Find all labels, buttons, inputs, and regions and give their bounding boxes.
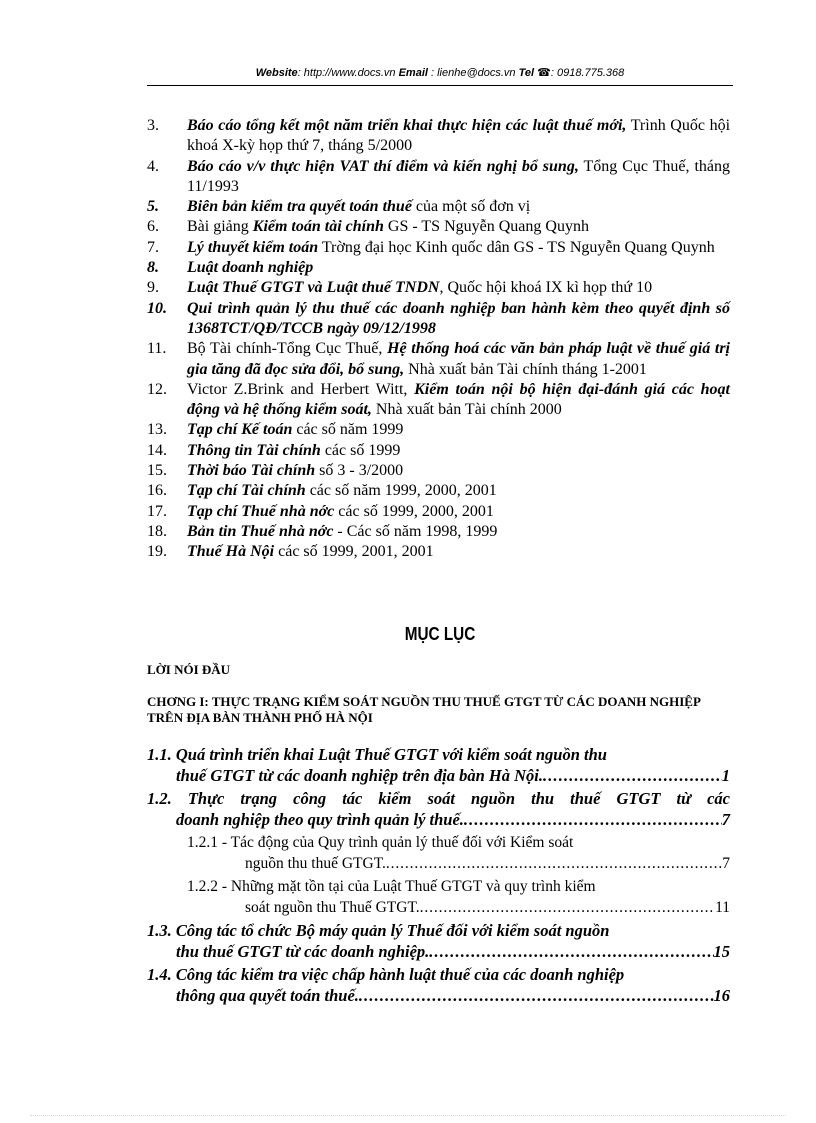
- toc-entry-1-2-1[interactable]: 1.2.1 - Tác động của Quy trình quản lý thuế đối với Kiểm soát nguồn thu thuế GTGT. . . . 7: [187, 832, 730, 874]
- tel-label: Tel: [518, 67, 535, 79]
- toc-entry-1-1[interactable]: 1.1. Quá trình triển khai Luật Thuế GTGT với kiểm soát nguồn thu thuế GTGT từ các doanh nghiệp trên địa bàn Hà Nội. . . . 1: [147, 744, 730, 786]
- email-label: Email: [398, 67, 428, 79]
- reference-item: 5. Biên bản kiểm tra quyết toán thuế của một số đơn vị: [147, 198, 531, 216]
- reference-item: 8. Luật doanh nghiệp: [147, 259, 314, 277]
- reference-item: 11. Bộ Tài chính-Tổng Cục Thuế, Hệ thống hoá các văn bản pháp luật về thuế giá trị gia tăng đã đọc sửa đổi, bổ sung, Nhà xuất bản Tài chính tháng 1-2001: [147, 340, 730, 378]
- website-value: : http://www.docs.vn: [297, 67, 396, 79]
- toc-title: MỤC LỤC: [404, 624, 476, 644]
- reference-item: 3. Báo cáo tổng kết một năm triển khai thực hiện các luật thuế mới, Trình Quốc hội khoá X-kỳ họp thứ 7, tháng 5/2000: [147, 117, 731, 155]
- reference-item: 10. Qui trình quản lý thu thuế các doanh nghiệp ban hành kèm theo quyết định số 1368TCT/QĐ/TCCB ngày 09/12/1998: [147, 299, 730, 337]
- reference-item: 14. Thông tin Tài chính các số 1999: [147, 441, 401, 459]
- preface-heading: LỜI NÓI ĐẦU: [147, 662, 231, 677]
- reference-item: 19. Thuế Hà Nội các số 1999, 2001, 2001: [147, 543, 434, 561]
- reference-item: 15. Thời báo Tài chính số 3 - 3/2000: [147, 462, 404, 480]
- page-header: [147, 66, 733, 79]
- reference-item: 4. Báo cáo v/v thực hiện VAT thí điểm và kiến nghị bổ sung, Tổng Cục Thuế, tháng 11/1993: [147, 157, 731, 195]
- website-label: Website: [255, 67, 298, 79]
- toc-entry-1-2-2[interactable]: 1.2.2 - Những mặt tồn tại của Luật Thuế GTGT và quy trình kiểm soát nguồn thu Thuế GTGT. . . . 11: [187, 876, 730, 918]
- reference-item: 7. Lý thuyết kiểm toán Trờng đại học Kinh quốc dân GS - TS Nguyễn Quang Quynh: [147, 238, 715, 256]
- chapter-heading: CHƠNG I: THỰC TRẠNG KIỂM SOÁT NGUỒN THU THUẾ GTGT TỪ CÁC DOANH NGHIỆP TRÊN ĐỊA BÀN THÀNH PHỐ HÀ NỘI: [147, 694, 701, 725]
- tel-value: : 0918.775.368: [550, 67, 625, 79]
- reference-list: [147, 116, 730, 563]
- reference-item: 18. Bản tin Thuế nhà nớc - Các số năm 1998, 1999: [147, 522, 498, 540]
- header-divider: [147, 85, 733, 86]
- toc-entry-1-4[interactable]: 1.4. Công tác kiểm tra việc chấp hành luật thuế của các doanh nghiệp thông qua quyết toán thuế. . . . 16: [147, 964, 730, 1006]
- reference-item: 12. Victor Z.Brink and Herbert Witt, Kiểm toán nội bộ hiện đại-đánh giá các hoạt động và hệ thống kiểm soát, Nhà xuất bản Tài chính 2000: [147, 380, 730, 419]
- reference-item: 17. Tạp chí Thuế nhà nớc các số 1999, 2000, 2001: [147, 502, 494, 520]
- reference-item: 13. Tạp chí Kế toán các số năm 1999: [147, 421, 404, 439]
- toc-entry-1-2[interactable]: 1.2. Thực trạng công tác kiểm soát nguồn thu thuế GTGT từ các doanh nghiệp theo quy trình quản lý thuế. . . . 7: [147, 788, 730, 830]
- toc-entry-1-3[interactable]: 1.3. Công tác tổ chức Bộ máy quản lý Thuế đối với kiểm soát nguồn thu thuế GTGT từ các doanh nghiệp. . . . 15: [147, 920, 730, 962]
- reference-item: 16. Tạp chí Tài chính các số năm 1999, 2000, 2001: [147, 482, 497, 500]
- reference-item: 9. Luật Thuế GTGT và Luật thuế TNDN, Quốc hội khoá IX kì họp thứ 10: [147, 279, 653, 297]
- page-bottom-rule: [30, 1115, 786, 1116]
- phone-icon: ☎: [537, 67, 551, 79]
- reference-item: 6. Bài giảng Kiểm toán tài chính GS - TS Nguyễn Quang Quynh: [147, 218, 589, 236]
- email-value: : lienhe@docs.vn: [431, 67, 516, 79]
